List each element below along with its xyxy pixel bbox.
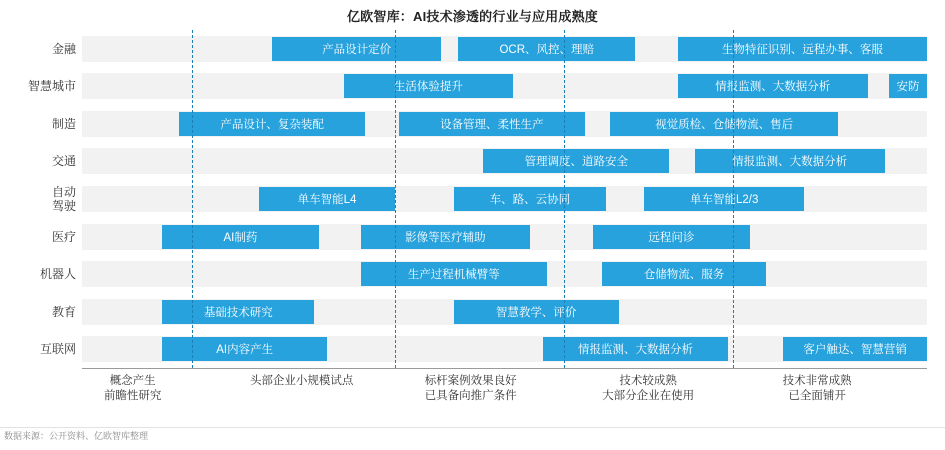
chart-band[interactable]: AI内容产生 xyxy=(162,337,327,361)
chart-row-label-line: 金融 xyxy=(51,41,76,56)
chart-band[interactable]: OCR、风控、理赔 xyxy=(458,37,635,61)
chart-band[interactable]: 情报监测、大数据分析 xyxy=(695,149,885,173)
source-note: 数据来源：公开资料、亿欧智库整理 xyxy=(4,431,149,441)
chart-band[interactable]: 视觉质检、仓储物流、售后 xyxy=(610,112,838,136)
chart-band[interactable]: 产品设计、复杂装配 xyxy=(179,112,365,136)
chart-band[interactable]: 安防 xyxy=(889,74,927,98)
x-axis-stage-label-line: 技术非常成熟 xyxy=(782,375,852,387)
chart-row-label xyxy=(0,79,76,93)
chart-band[interactable]: 生物特征识别、远程办事、客服 xyxy=(678,37,927,61)
chart-band[interactable]: 影像等医疗辅助 xyxy=(361,225,530,249)
chart-row-label xyxy=(0,305,76,319)
chart-row-label xyxy=(0,154,76,168)
x-axis-stage-label xyxy=(53,374,213,404)
chart-band[interactable]: 情报监测、大数据分析 xyxy=(678,74,868,98)
x-axis-stage-label xyxy=(222,374,382,389)
chart-row-label-line: 制造 xyxy=(51,116,76,131)
chart-row-label-line: 教育 xyxy=(51,304,76,319)
x-axis-stage-label-line: 已具备向推广条件 xyxy=(424,390,517,402)
x-axis-line xyxy=(82,368,927,369)
x-axis-stage-label-line: 大部分企业在使用 xyxy=(602,390,695,402)
chart-band[interactable]: 单车智能L4 xyxy=(259,187,394,211)
x-axis-stage-label xyxy=(737,374,897,404)
chart-row-label-line: 医疗 xyxy=(51,229,76,244)
chart-plot-area xyxy=(82,30,927,368)
chart-row-label-line: 智慧城市 xyxy=(27,79,76,94)
chart-title: 亿欧智库：AI技术渗透的行业与应用成熟度 xyxy=(346,9,598,24)
x-axis-stage-label xyxy=(568,374,728,404)
stage-divider-line xyxy=(733,30,734,368)
x-axis-stage-label-line: 已全面铺开 xyxy=(788,390,846,402)
chart-row-label-line: 机器人 xyxy=(39,267,76,282)
chart-row-label xyxy=(0,267,76,281)
x-axis-stage-label-line: 前瞻性研究 xyxy=(103,390,162,402)
chart-row-label-line: 互联网 xyxy=(39,342,76,357)
chart-band[interactable]: 生活体验提升 xyxy=(344,74,513,98)
chart-band[interactable]: 产品设计定价 xyxy=(272,37,441,61)
chart-row-label xyxy=(0,42,76,56)
chart-row-label-line: 交通 xyxy=(51,154,76,169)
chart-row-label xyxy=(0,342,76,356)
chart-row-label xyxy=(0,230,76,244)
x-axis-stage-label-line: 头部企业小规模试点 xyxy=(249,375,354,387)
stage-divider-line xyxy=(395,30,396,368)
chart-band[interactable]: 客户触达、智慧营销 xyxy=(783,337,927,361)
chart-band[interactable]: 情报监测、大数据分析 xyxy=(543,337,729,361)
chart-band[interactable]: 管理调度、道路安全 xyxy=(483,149,669,173)
chart-band[interactable]: AI制药 xyxy=(162,225,318,249)
chart-band[interactable]: 设备管理、柔性生产 xyxy=(399,112,585,136)
x-axis-stage-label-line: 概念产生 xyxy=(109,375,156,387)
chart-row-label-line: 自动 xyxy=(51,185,76,199)
chart-row-label xyxy=(0,185,76,213)
chart-row-label xyxy=(0,117,76,131)
stage-divider-line xyxy=(192,30,193,368)
chart-band[interactable]: 车、路、云协同 xyxy=(454,187,606,211)
stage-divider-line xyxy=(564,30,565,368)
chart-band[interactable]: 基础技术研究 xyxy=(162,300,314,324)
footer-divider xyxy=(0,427,945,428)
x-axis-stage-label xyxy=(391,374,551,404)
chart-row-label-line: 驾驶 xyxy=(51,199,76,213)
x-axis-stage-label-line: 标杆案例效果良好 xyxy=(424,375,517,387)
chart-band[interactable]: 仓储物流、服务 xyxy=(602,262,767,286)
chart-band[interactable]: 生产过程机械臂等 xyxy=(361,262,547,286)
chart-band[interactable]: 单车智能L2/3 xyxy=(644,187,805,211)
x-axis-stage-label-line: 技术较成熟 xyxy=(619,375,677,387)
chart-band[interactable]: 远程问诊 xyxy=(593,225,749,249)
chart-band[interactable]: 智慧教学、评价 xyxy=(454,300,619,324)
